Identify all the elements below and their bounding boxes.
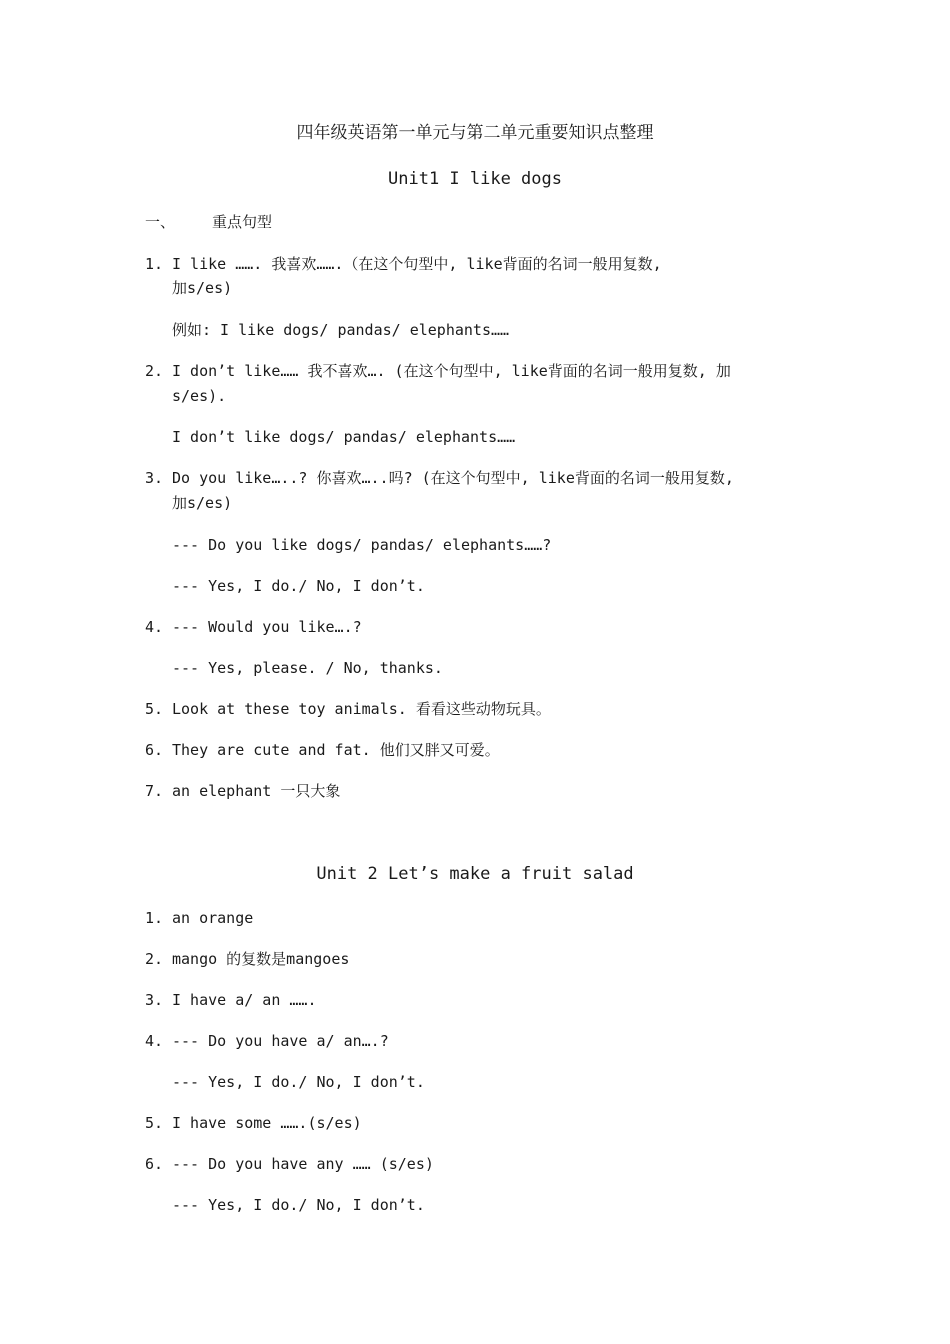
item-number: 5. [145, 700, 164, 718]
item-text: s/es). [172, 387, 227, 405]
item-text: --- Do you have a/ an….? [172, 1032, 389, 1050]
item-text: --- Yes, please. / No, thanks. [172, 659, 443, 677]
section-label: 重点句型 [212, 213, 273, 231]
item-text: --- Yes, I do./ No, I don’t. [172, 1196, 425, 1214]
item-number: 1. [145, 909, 164, 927]
item-number: 1. [145, 255, 164, 273]
item-text: Look at these toy animals. 看看这些动物玩具。 [172, 700, 551, 718]
item-text: I have a/ an ……. [172, 991, 317, 1009]
item-number: 6. [145, 741, 164, 759]
item-text: 加s/es) [172, 494, 233, 512]
item-text: They are cute and fat. 他们又胖又可爱。 [172, 741, 500, 759]
item-text: 加s/es) [172, 279, 233, 297]
item-text: I have some …….(s/es) [172, 1114, 362, 1132]
item-text: --- Do you like dogs/ pandas/ elephants……? [172, 536, 552, 554]
item-text: 例如: I like dogs/ pandas/ elephants…… [172, 321, 510, 339]
item-text: Do you like…..? 你喜欢…..吗? (在这个句型中, like背面的名词一般用复数, [172, 469, 734, 487]
section-number: 一、 [145, 213, 176, 231]
item-number: 6. [145, 1155, 164, 1173]
item-number: 5. [145, 1114, 164, 1132]
item-number: 4. [145, 618, 164, 636]
item-text: I don’t like dogs/ pandas/ elephants…… [172, 428, 516, 446]
item-text: --- Do you have any …… (s/es) [172, 1155, 434, 1173]
item-number: 7. [145, 782, 164, 800]
item-text: --- Yes, I do./ No, I don’t. [172, 1073, 425, 1091]
item-text: an elephant 一只大象 [172, 782, 341, 800]
item-text: an orange [172, 909, 254, 927]
item-text: I don’t like…… 我不喜欢…. (在这个句型中, like背面的名词一般用复数, 加 [172, 362, 731, 380]
item-text: I like ……. 我喜欢…….（在这个句型中, like背面的名词一般用复数, [172, 255, 662, 273]
item-number: 2. [145, 950, 164, 968]
item-number: 4. [145, 1032, 164, 1050]
item-number: 3. [145, 469, 164, 487]
unit1-heading: Unit1 I like dogs [388, 169, 562, 189]
item-text: mango 的复数是mangoes [172, 950, 350, 968]
document-title: 四年级英语第一单元与第二单元重要知识点整理 [296, 123, 654, 143]
item-text: --- Yes, I do./ No, I don’t. [172, 577, 425, 595]
unit2-heading: Unit 2 Let’s make a fruit salad [316, 864, 634, 884]
item-text: --- Would you like….? [172, 618, 362, 636]
item-number: 3. [145, 991, 164, 1009]
item-number: 2. [145, 362, 164, 380]
